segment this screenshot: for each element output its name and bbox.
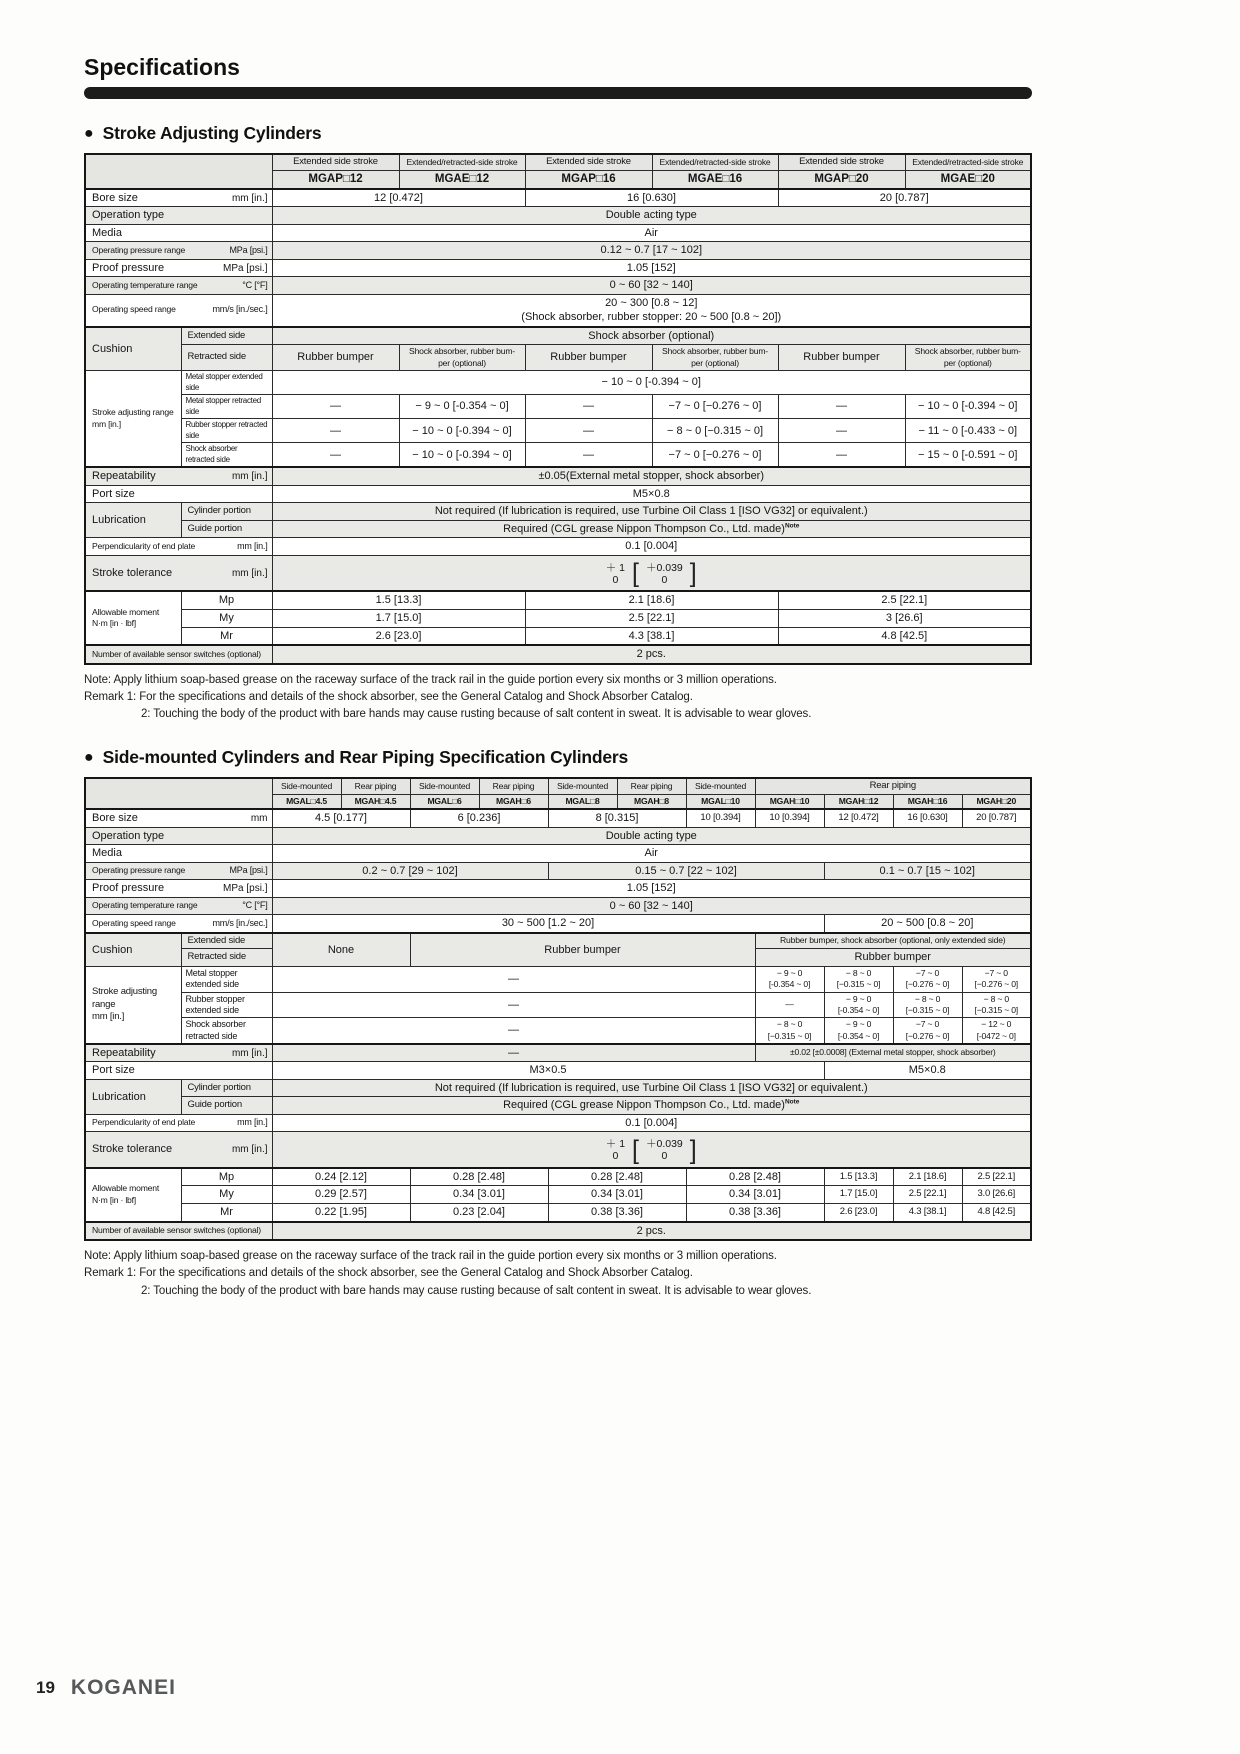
value-cell: Shock absorber, rubber bum- per (optional): [399, 345, 525, 371]
value-cell: ±0.05(External metal stopper, shock absorber): [272, 467, 1031, 485]
column-header-cell: Extended side stroke: [778, 154, 905, 170]
row-label-cell: Shock absorber retracted side: [181, 1018, 272, 1044]
row-label-cell: Cylinder portion: [181, 1079, 272, 1097]
value-cell: —: [272, 395, 399, 419]
column-header-cell: MGAL□6: [410, 794, 479, 809]
value-cell: Rubber bumper: [272, 345, 399, 371]
column-header-cell: Side-mounted: [272, 778, 341, 794]
column-header-cell: Extended/retracted-side stroke: [399, 154, 525, 170]
note-line: Note: Apply lithium soap-based grease on the raceway surface of the track rail in the guide portion every six months or 3 million operations.: [84, 673, 777, 686]
value-cell: 2 pcs.: [272, 1222, 1031, 1241]
stroke-adjusting-cylinders-spec-table: [84, 153, 1032, 665]
column-header-cell: Side-mounted: [410, 778, 479, 794]
row-label-cell: Retracted side: [181, 949, 272, 967]
row-label-cell: Operating speed range mm/s [in./sec.]: [85, 915, 272, 933]
value-cell: Rubber bumper: [525, 345, 652, 371]
value-cell: Rubber bumper: [778, 345, 905, 371]
column-header-cell: Side-mounted: [686, 778, 755, 794]
value-cell: 0.28 [2.48]: [686, 1168, 824, 1186]
value-cell: Shock absorber, rubber bum- per (optional): [905, 345, 1031, 371]
value-cell: 0.28 [2.48]: [548, 1168, 686, 1186]
value-cell: − 8 ~ 0 [−0.315 ~ 0]: [893, 992, 962, 1018]
value-cell: 0.34 [3.01]: [410, 1186, 548, 1204]
row-label-cell: Allowable moment N·m [in · lbf]: [85, 591, 181, 645]
value-cell: 0.34 [3.01]: [548, 1186, 686, 1204]
value-cell: Not required (If lubrication is required, use Turbine Oil Class 1 [ISO VG32] or equivalent.): [272, 503, 1031, 521]
value-cell: −7 ~ 0 [−0.276 ~ 0]: [893, 966, 962, 992]
column-header-cell: MGAP□20: [778, 170, 905, 189]
remark-line-2: 2: Touching the body of the product with bare hands may cause rusting because of salt content in sweat. It is advisable to wear gloves.: [141, 1284, 812, 1297]
row-label-cell: Bore size mm: [85, 809, 272, 827]
value-cell: Not required (If lubrication is required, use Turbine Oil Class 1 [ISO VG32] or equivalent.): [272, 1079, 1031, 1097]
value-cell: —: [525, 395, 652, 419]
column-header-cell: Extended/retracted-side stroke: [652, 154, 778, 170]
value-cell: 20 [0.787]: [962, 809, 1031, 827]
column-header-cell: Extended side stroke: [272, 154, 399, 170]
value-cell: −7 ~ 0 [−0.276 ~ 0]: [652, 395, 778, 419]
side-mounted-table-container: [84, 777, 1032, 1241]
value-cell: ＋ 1 0 [ ＋0.039 0 ]: [272, 555, 1031, 591]
value-cell: Rubber bumper: [755, 949, 1031, 967]
value-cell: 20 ~ 300 [0.8 ~ 12] (Shock absorber, rubber stopper: 20 ~ 500 [0.8 ~ 20]): [272, 294, 1031, 327]
remark-line-2: 2: Touching the body of the product with bare hands may cause rusting because of salt content in sweat. It is advisable to wear gloves.: [141, 708, 812, 721]
row-label-cell: Rubber stopper retracted side: [181, 419, 272, 443]
table-corner-cell: [85, 778, 272, 809]
row-label-cell: Media: [85, 224, 272, 242]
value-cell: 10 [0.394]: [686, 809, 755, 827]
value-cell: − 15 ~ 0 [-0.591 ~ 0]: [905, 443, 1031, 468]
row-label-cell: Metal stopper extended side: [181, 371, 272, 395]
row-label-cell: Proof pressure MPa [psi.]: [85, 259, 272, 277]
value-cell: − 10 ~ 0 [-0.394 ~ 0]: [399, 419, 525, 443]
value-cell: 0.23 [2.04]: [410, 1204, 548, 1222]
row-label-cell: Guide portion: [181, 520, 272, 538]
value-cell: 20 ~ 500 [0.8 ~ 20]: [824, 915, 1031, 933]
remark-line-1: Remark 1: For the specifications and details of the shock absorber, see the General Catalog and Shock Absorber Catalog.: [84, 1267, 693, 1280]
value-cell: My: [181, 610, 272, 628]
row-label-cell: Cushion: [85, 933, 181, 967]
row-label-cell: Proof pressure MPa [psi.]: [85, 880, 272, 898]
section-title: Side-mounted Cylinders and Rear Piping Specification Cylinders: [102, 747, 629, 768]
value-cell: M3×0.5: [272, 1062, 824, 1080]
value-cell: − 9 ~ 0 [-0.354 ~ 0]: [399, 395, 525, 419]
value-cell: 6 [0.236]: [410, 809, 548, 827]
value-cell: 2.5 [22.1]: [525, 610, 778, 628]
value-cell: 2 pcs.: [272, 645, 1031, 664]
row-label-cell: Stroke tolerance mm [in.]: [85, 1132, 272, 1168]
value-cell: − 8 ~ 0 [−0.315 ~ 0]: [962, 992, 1031, 1018]
column-header-cell: Extended side stroke: [525, 154, 652, 170]
row-label-cell: Repeatability mm [in.]: [85, 467, 272, 485]
value-cell: 2.1 [18.6]: [893, 1168, 962, 1186]
row-label-cell: Operating pressure range MPa [psi.]: [85, 862, 272, 880]
value-cell: − 10 ~ 0 [-0.394 ~ 0]: [905, 395, 1031, 419]
section-header-stroke-adjusting: [84, 123, 1032, 144]
value-cell: —: [272, 992, 755, 1018]
value-cell: 0.29 [2.57]: [272, 1186, 410, 1204]
row-label-cell: Port size: [85, 485, 272, 503]
value-cell: −7 ~ 0 [−0.276 ~ 0]: [962, 966, 1031, 992]
value-cell: 0.15 ~ 0.7 [22 ~ 102]: [548, 862, 824, 880]
value-cell: − 10 ~ 0 [-0.394 ~ 0]: [399, 443, 525, 468]
value-cell: 0.22 [1.95]: [272, 1204, 410, 1222]
column-header-cell: MGAP□12: [272, 170, 399, 189]
value-cell: 12 [0.472]: [272, 189, 525, 207]
row-label-cell: Repeatability mm [in.]: [85, 1044, 272, 1062]
row-label-cell: Stroke adjusting range mm [in.]: [85, 966, 181, 1044]
column-header-cell: MGAL□4.5: [272, 794, 341, 809]
value-cell: 2.5 [22.1]: [778, 591, 1031, 609]
stroke-adjusting-table-container: [84, 153, 1032, 665]
value-cell: −7 ~ 0 [−0.276 ~ 0]: [652, 443, 778, 468]
column-header-cell: MGAL□8: [548, 794, 617, 809]
row-label-cell: Lubrication: [85, 1079, 181, 1114]
value-cell: 0.24 [2.12]: [272, 1168, 410, 1186]
value-cell: 4.8 [42.5]: [778, 627, 1031, 645]
value-cell: 4.3 [38.1]: [893, 1204, 962, 1222]
value-cell: 1.7 [15.0]: [272, 610, 525, 628]
column-header-cell: Rear piping: [341, 778, 410, 794]
value-cell: ＋ 1 0 [ ＋0.039 0 ]: [272, 1132, 1031, 1168]
value-cell: 2.5 [22.1]: [893, 1186, 962, 1204]
value-cell: 16 [0.630]: [893, 809, 962, 827]
column-header-cell: MGAH□4.5: [341, 794, 410, 809]
value-cell: 2.1 [18.6]: [525, 591, 778, 609]
column-header-cell: MGAH□12: [824, 794, 893, 809]
value-cell: − 11 ~ 0 [-0.433 ~ 0]: [905, 419, 1031, 443]
value-cell: 2.5 [22.1]: [962, 1168, 1031, 1186]
title-rule: [84, 87, 1032, 99]
column-header-cell: Rear piping: [755, 778, 1031, 794]
column-header-cell: MGAH□6: [479, 794, 548, 809]
value-cell: − 9 ~ 0 [-0.354 ~ 0]: [824, 1018, 893, 1044]
value-cell: − 9 ~ 0 [-0.354 ~ 0]: [755, 966, 824, 992]
row-label-cell: Metal stopper retracted side: [181, 395, 272, 419]
column-header-cell: Rear piping: [617, 778, 686, 794]
value-cell: 0.2 ~ 0.7 [29 ~ 102]: [272, 862, 548, 880]
value-cell: Required (CGL grease Nippon Thompson Co., Ltd. made)$^{Note}$: [272, 1097, 1031, 1115]
page-number: 19: [36, 1678, 55, 1697]
value-cell: 4.5 [0.177]: [272, 809, 410, 827]
row-label-cell: Port size: [85, 1062, 272, 1080]
row-label-cell: Retracted side: [181, 345, 272, 371]
value-cell: Air: [272, 845, 1031, 863]
row-label-cell: Rubber stopper extended side: [181, 992, 272, 1018]
note-line: Note: Apply lithium soap-based grease on the raceway surface of the track rail in the guide portion every six months or 3 million operations.: [84, 1250, 777, 1263]
row-label-cell: Perpendicularity of end plate mm [in.]: [85, 538, 272, 556]
value-cell: − 8 ~ 0 [−0.315 ~ 0]: [755, 1018, 824, 1044]
column-header-cell: MGAH□10: [755, 794, 824, 809]
value-cell: 0.1 ~ 0.7 [15 ~ 102]: [824, 862, 1031, 880]
value-cell: − 8 ~ 0 [−0.315 ~ 0]: [652, 419, 778, 443]
koganei-logo: KOGANEI: [70, 1676, 176, 1699]
value-cell: —: [525, 443, 652, 468]
remark-line-1: Remark 1: For the specifications and details of the shock absorber, see the General Catalog and Shock Absorber Catalog.: [84, 690, 693, 703]
value-cell: Shock absorber, rubber bum- per (optional): [652, 345, 778, 371]
column-header-cell: MGAH□16: [893, 794, 962, 809]
value-cell: Double acting type: [272, 827, 1031, 845]
value-cell: 10 [0.394]: [755, 809, 824, 827]
value-cell: 0.38 [3.36]: [686, 1204, 824, 1222]
value-cell: Mr: [181, 627, 272, 645]
row-label-cell: Operating temperature range °C [°F]: [85, 897, 272, 915]
section-header-side-mounted: [84, 747, 1032, 768]
value-cell: 0 ~ 60 [32 ~ 140]: [272, 897, 1031, 915]
value-cell: 0.1 [0.004]: [272, 538, 1031, 556]
column-header-cell: MGAH□8: [617, 794, 686, 809]
value-cell: —: [778, 443, 905, 468]
value-cell: 0 ~ 60 [32 ~ 140]: [272, 277, 1031, 295]
value-cell: − 12 ~ 0 [-0472 ~ 0]: [962, 1018, 1031, 1044]
value-cell: 0.1 [0.004]: [272, 1114, 1031, 1132]
row-label-cell: Stroke adjusting range mm [in.]: [85, 371, 181, 468]
value-cell: 4.8 [42.5]: [962, 1204, 1031, 1222]
row-label-cell: Operating speed range mm/s [in./sec.]: [85, 294, 272, 327]
row-label-cell: Lubrication: [85, 503, 181, 538]
column-header-cell: MGAL□10: [686, 794, 755, 809]
value-cell: 2.6 [23.0]: [824, 1204, 893, 1222]
value-cell: —: [778, 395, 905, 419]
notes-block-2: [84, 1248, 1032, 1300]
value-cell: Rubber bumper, shock absorber (optional, only extended side): [755, 933, 1031, 949]
value-cell: —: [272, 1018, 755, 1044]
value-cell: 30 ~ 500 [1.2 ~ 20]: [272, 915, 824, 933]
column-header-cell: MGAE□12: [399, 170, 525, 189]
value-cell: —: [272, 419, 399, 443]
value-cell: Shock absorber (optional): [272, 327, 1031, 345]
value-cell: 1.05 [152]: [272, 259, 1031, 277]
section-bullet-icon: ●: [84, 748, 94, 766]
column-header-cell: MGAP□16: [525, 170, 652, 189]
column-header-cell: Extended/retracted-side stroke: [905, 154, 1031, 170]
row-label-cell: Number of available sensor switches (optional): [85, 1222, 272, 1241]
value-cell: 20 [0.787]: [778, 189, 1031, 207]
page-content: [84, 54, 1032, 1300]
value-cell: 4.3 [38.1]: [525, 627, 778, 645]
column-header-cell: MGAE□16: [652, 170, 778, 189]
value-cell: 1.05 [152]: [272, 880, 1031, 898]
row-label-cell: Perpendicularity of end plate mm [in.]: [85, 1114, 272, 1132]
column-header-cell: MGAE□20: [905, 170, 1031, 189]
value-cell: —: [755, 992, 824, 1018]
value-cell: 0.12 ~ 0.7 [17 ~ 102]: [272, 242, 1031, 260]
row-label-cell: Shock absorber retracted side: [181, 443, 272, 468]
value-cell: 0.28 [2.48]: [410, 1168, 548, 1186]
value-cell: M5×0.8: [272, 485, 1031, 503]
value-cell: 1.5 [13.3]: [824, 1168, 893, 1186]
value-cell: M5×0.8: [824, 1062, 1031, 1080]
row-label-cell: Operating temperature range °C [°F]: [85, 277, 272, 295]
table-corner-cell: [85, 154, 272, 189]
value-cell: —: [272, 443, 399, 468]
value-cell: Air: [272, 224, 1031, 242]
value-cell: —: [272, 1044, 755, 1062]
value-cell: 16 [0.630]: [525, 189, 778, 207]
value-cell: − 9 ~ 0 [-0.354 ~ 0]: [824, 992, 893, 1018]
value-cell: —: [272, 966, 755, 992]
row-label-cell: Media: [85, 845, 272, 863]
column-header-cell: Rear piping: [479, 778, 548, 794]
value-cell: Mp: [181, 1168, 272, 1186]
column-header-cell: MGAH□20: [962, 794, 1031, 809]
value-cell: 1.7 [15.0]: [824, 1186, 893, 1204]
value-cell: 12 [0.472]: [824, 809, 893, 827]
value-cell: − 8 ~ 0 [−0.315 ~ 0]: [824, 966, 893, 992]
column-header-cell: Side-mounted: [548, 778, 617, 794]
value-cell: 0.34 [3.01]: [686, 1186, 824, 1204]
value-cell: 3 [26.6]: [778, 610, 1031, 628]
value-cell: 3.0 [26.6]: [962, 1186, 1031, 1204]
value-cell: − 10 ~ 0 [-0.394 ~ 0]: [272, 371, 1031, 395]
row-label-cell: Guide portion: [181, 1097, 272, 1115]
section-title: Stroke Adjusting Cylinders: [102, 123, 322, 143]
value-cell: Rubber bumper: [410, 933, 755, 967]
notes-block-1: [84, 672, 1032, 724]
side-mounted-rear-piping-spec-table: [84, 777, 1032, 1241]
row-label-cell: Bore size mm [in.]: [85, 189, 272, 207]
value-cell: —: [525, 419, 652, 443]
row-label-cell: Cylinder portion: [181, 503, 272, 521]
value-cell: —: [778, 419, 905, 443]
row-label-cell: Extended side: [181, 327, 272, 345]
value-cell: My: [181, 1186, 272, 1204]
value-cell: Mp: [181, 591, 272, 609]
row-label-cell: Allowable moment N·m [in · lbf]: [85, 1168, 181, 1222]
value-cell: −7 ~ 0 [−0.276 ~ 0]: [893, 1018, 962, 1044]
page-title: Specifications: [84, 54, 240, 80]
row-label-cell: Extended side: [181, 933, 272, 949]
value-cell: 2.6 [23.0]: [272, 627, 525, 645]
row-label-cell: Metal stopper extended side: [181, 966, 272, 992]
value-cell: None: [272, 933, 410, 967]
row-label-cell: Cushion: [85, 327, 181, 371]
row-label-cell: Operating pressure range MPa [psi.]: [85, 242, 272, 260]
value-cell: Mr: [181, 1204, 272, 1222]
value-cell: 1.5 [13.3]: [272, 591, 525, 609]
row-label-cell: Number of available sensor switches (optional): [85, 645, 272, 664]
value-cell: Required (CGL grease Nippon Thompson Co., Ltd. made)$^{Note}$: [272, 520, 1031, 538]
row-label-cell: Operation type: [85, 207, 272, 225]
section-bullet-icon: ●: [84, 124, 94, 142]
row-label-cell: Stroke tolerance mm [in.]: [85, 555, 272, 591]
value-cell: 0.38 [3.36]: [548, 1204, 686, 1222]
page-footer: [36, 1676, 176, 1700]
value-cell: ±0.02 [±0.0008] (External metal stopper, shock absorber): [755, 1044, 1031, 1062]
value-cell: 8 [0.315]: [548, 809, 686, 827]
value-cell: Double acting type: [272, 207, 1031, 225]
row-label-cell: Operation type: [85, 827, 272, 845]
